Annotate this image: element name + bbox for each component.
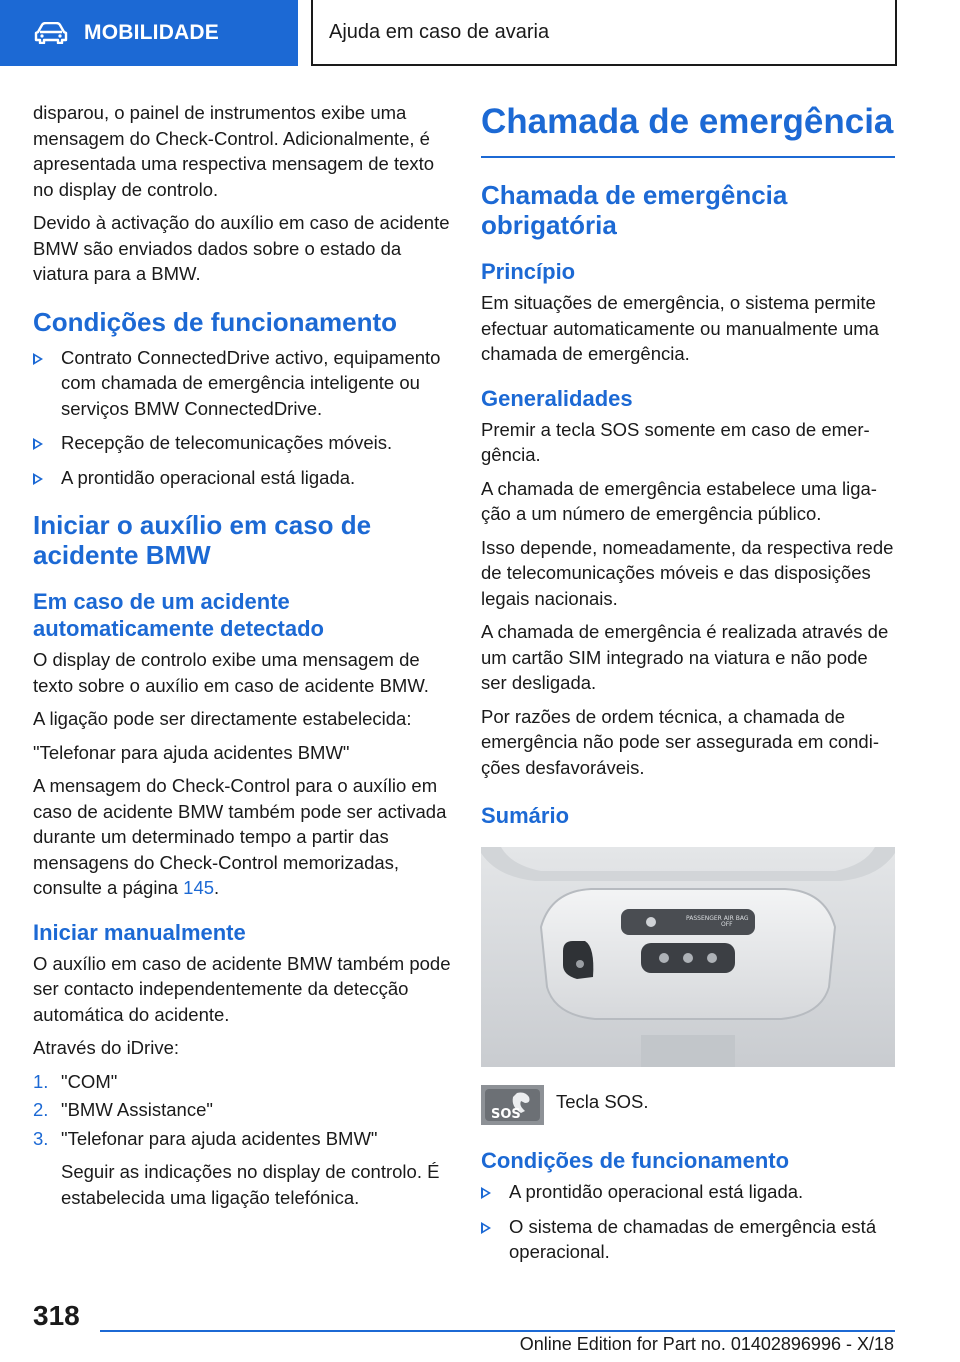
list-item-text: Recepção de telecomunicações móveis.: [61, 432, 393, 453]
step-number: 2.: [33, 1099, 49, 1120]
triangle-bullet-icon: [481, 1222, 491, 1234]
paragraph: O display de controlo exibe uma mensagem de texto sobre o auxílio em caso de acidente BMW.: [33, 649, 429, 696]
heading-sumario: Sumário: [481, 803, 570, 828]
step-text: "BMW Assistance": [61, 1099, 213, 1120]
step-note: Seguir as indicações no display de controlo. É estabelecida uma ligação telefónica.: [61, 1161, 440, 1208]
paragraph: O auxílio em caso de acidente BMW também pode ser contacto independentemente da detecção automática do acidente.: [33, 952, 451, 1025]
sos-legend: [481, 1085, 895, 1125]
overhead-console-photo: [481, 847, 895, 1067]
paragraph-end: .: [214, 877, 220, 898]
right-column: [481, 100, 895, 1274]
heading-condicoes-2: Condições de funcionamento: [481, 1148, 790, 1173]
list-item-text: A prontidão operacional está ligada.: [61, 466, 356, 488]
step-item: [33, 1069, 451, 1095]
paragraph: Devido à activação do auxílio em caso de acidente BMW são enviados dados sobre o estado da viatura para a BMW.: [33, 212, 450, 284]
paragraph: "Telefonar para ajuda acidentes BMW": [33, 741, 350, 763]
paragraph: Através do iDrive:: [33, 1037, 179, 1058]
heading-generalidades: Generalidades: [481, 385, 633, 411]
page-title: Chamada de emergência: [481, 100, 895, 158]
paragraph: Isso depende, nomeadamente, da respectiva rede de telecomunicações móveis e das disposições legais nacionais.: [481, 536, 894, 609]
paragraph: Em situações de emergência, o sistema permite efectuar automaticamente ou manualmente uma chamada de emergência.: [481, 292, 879, 364]
sos-button-icon: [481, 1085, 544, 1125]
conditions-list-2: [481, 1179, 895, 1265]
paragraph-text: A mensagem do Check-Control para o auxílio em caso de acidente BMW também pode ser activada durante um determinado tempo a partir das mensagens do Check-Control memorizadas, consulte a página: [33, 775, 447, 898]
list-item: [481, 1179, 895, 1205]
conditions-list: [33, 345, 451, 491]
section-tab[interactable]: [0, 0, 298, 66]
footer-divider: [100, 1330, 895, 1332]
step-text: "Telefonar para ajuda acidentes BMW": [61, 1127, 378, 1149]
paragraph: A ligação pode ser directamente estabelecida:: [33, 708, 412, 729]
heading-principio: Princípio: [481, 259, 576, 284]
paragraph: [33, 773, 451, 901]
heading-obrigatoria: Chamada de emergência obrigatória: [481, 180, 788, 240]
list-item-text: Contrato ConnectedDrive activo, equipamento com chamada de emergência inteligente ou serviços BMW ConnectedDrive.: [61, 346, 441, 419]
triangle-bullet-icon: [33, 353, 43, 365]
step-number: 1.: [33, 1070, 49, 1092]
triangle-bullet-icon: [33, 438, 43, 450]
step-number: 3.: [33, 1127, 49, 1149]
sos-icon-label: SOS: [491, 1107, 521, 1122]
list-item: [33, 430, 451, 456]
list-item-text: O sistema de chamadas de emergência está operacional.: [509, 1215, 877, 1262]
paragraph: Premir a tecla SOS somente em caso de emergência.: [481, 418, 870, 465]
steps-list: [33, 1069, 451, 1152]
paragraph: A chamada de emergência estabelece uma ligação a um número de emergência público.: [481, 477, 877, 524]
car-icon: [34, 22, 68, 44]
left-column: [33, 100, 451, 1218]
list-item: [33, 345, 451, 422]
paragraph: disparou, o painel de instrumentos exibe uma mensagem do Check-Control. Adicionalmente, é apresentada uma respectiva mensagem de texto no display de controlo.: [33, 102, 435, 200]
heading-condicoes: Condições de funcionamento: [33, 306, 398, 337]
photo-label: OFF: [721, 921, 733, 928]
heading-manual: Iniciar manualmente: [33, 919, 246, 945]
paragraph: A chamada de emergência é realizada através de um cartão SIM integrado na viatura e não pode ser desligada.: [481, 621, 889, 693]
edition-note: Online Edition for Part no. 01402896996 - X/18: [519, 1334, 894, 1354]
chapter-title: Ajuda em caso de avaria: [329, 20, 550, 43]
triangle-bullet-icon: [33, 473, 43, 485]
list-item: [33, 465, 451, 491]
chapter-header: [311, 0, 897, 66]
list-item: [481, 1214, 895, 1265]
step-item: [33, 1097, 451, 1123]
step-text: "COM": [61, 1070, 118, 1092]
heading-iniciar: Iniciar o auxílio em caso de acidente BMW: [33, 510, 372, 570]
page-number: 318: [33, 1300, 80, 1331]
page-link[interactable]: 145: [183, 877, 215, 898]
list-item-text: A prontidão operacional está ligada.: [509, 1181, 804, 1202]
section-tab-label: MOBILIDADE: [84, 21, 219, 44]
triangle-bullet-icon: [481, 1187, 491, 1199]
photo-label: PASSENGER AIR BAG: [686, 915, 749, 922]
step-item: [33, 1126, 451, 1152]
sos-caption: Tecla SOS.: [556, 1091, 649, 1112]
heading-automatico: Em caso de um acidente automaticamente detectado: [33, 589, 324, 641]
paragraph: Por razões de ordem técnica, a chamada de emergência não pode ser assegurada em condições desfavoráveis.: [481, 705, 880, 778]
